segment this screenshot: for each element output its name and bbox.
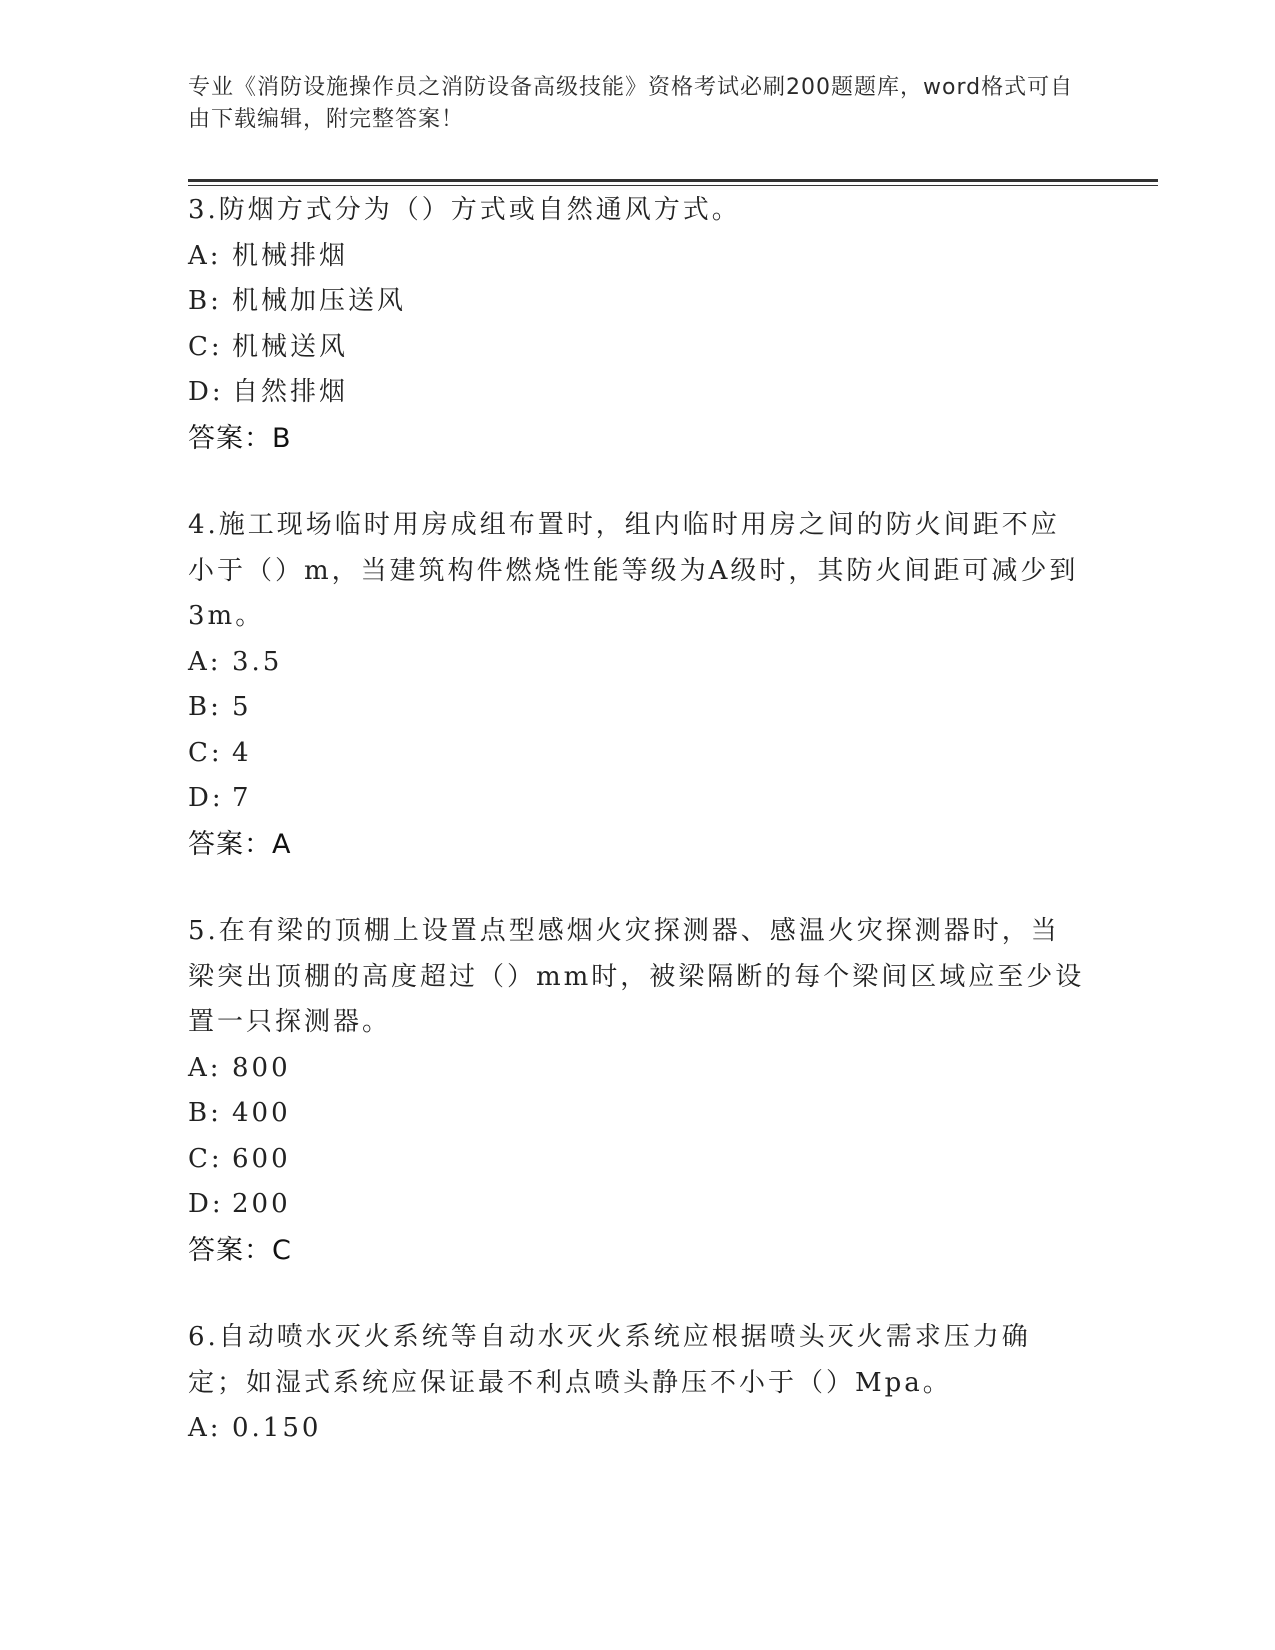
option-a bbox=[188, 1046, 1088, 1092]
question-stem: 5.在有梁的顶棚上设置点型感烟火灾探测器、感温火灾探测器时，当梁突出顶棚的高度超过（）mm时，被梁隔断的每个梁间区域应至少设置一只探测器。 bbox=[188, 916, 1085, 1037]
option-text: 自然排烟 bbox=[232, 377, 349, 407]
option-text: 800 bbox=[232, 1052, 291, 1083]
question-stem: 6.自动喷水灭火系统等自动水灭火系统应根据喷头灭火需求压力确定；如湿式系统应保证最不利点喷头静压不小于（）Mpa。 bbox=[188, 1322, 1031, 1398]
option-b bbox=[188, 685, 1088, 731]
option-key: C: bbox=[188, 331, 223, 362]
option-b bbox=[188, 1091, 1088, 1137]
question-stem: 4.施工现场临时用房成组布置时，组内临时用房之间的防火间距不应小于（）m，当建筑构件燃烧性能等级为A级时，其防火间距可减少到3m。 bbox=[188, 510, 1079, 631]
option-c bbox=[188, 731, 1088, 777]
question-3 bbox=[188, 188, 1088, 461]
option-text: 机械加压送风 bbox=[232, 286, 407, 316]
option-key: B: bbox=[188, 286, 222, 316]
header-divider-thin bbox=[188, 185, 1158, 186]
option-a bbox=[188, 640, 1088, 686]
option-text: 7 bbox=[232, 783, 252, 813]
option-a bbox=[188, 1406, 1088, 1452]
option-c bbox=[188, 325, 1088, 371]
answer-label: 答案：C bbox=[188, 1234, 292, 1266]
option-key: A: bbox=[188, 1413, 222, 1443]
answer-label: 答案：B bbox=[188, 422, 292, 454]
option-key: B: bbox=[188, 692, 222, 722]
option-a bbox=[188, 234, 1088, 280]
question-4 bbox=[188, 503, 1088, 867]
question-list bbox=[188, 188, 1088, 1494]
option-d bbox=[188, 776, 1088, 822]
option-key: C: bbox=[188, 737, 223, 768]
option-key: D: bbox=[188, 783, 224, 813]
option-b bbox=[188, 279, 1088, 325]
option-text: 5 bbox=[232, 692, 252, 722]
option-text: 3.5 bbox=[232, 646, 283, 677]
option-key: A: bbox=[188, 646, 222, 677]
header-divider-thick bbox=[188, 179, 1158, 182]
option-c bbox=[188, 1137, 1088, 1183]
option-text: 400 bbox=[232, 1098, 291, 1128]
option-text: 机械排烟 bbox=[232, 240, 349, 271]
option-key: C: bbox=[188, 1143, 223, 1174]
option-key: A: bbox=[188, 240, 222, 271]
option-text: 机械送风 bbox=[232, 331, 349, 362]
option-text: 200 bbox=[232, 1189, 291, 1219]
option-text: 4 bbox=[232, 737, 252, 768]
option-key: B: bbox=[188, 1098, 222, 1128]
question-6 bbox=[188, 1315, 1088, 1452]
option-d bbox=[188, 370, 1088, 416]
option-key: A: bbox=[188, 1052, 222, 1083]
option-key: D: bbox=[188, 377, 224, 407]
question-5 bbox=[188, 909, 1088, 1273]
document-header: 专业《消防设施操作员之消防设备高级技能》资格考试必刷200题题库，word格式可自由下载编辑，附完整答案！ bbox=[188, 75, 1074, 132]
question-stem: 3.防烟方式分为（）方式或自然通风方式。 bbox=[188, 195, 741, 225]
option-key: D: bbox=[188, 1189, 224, 1219]
answer-label: 答案：A bbox=[188, 828, 292, 860]
option-text: 0.150 bbox=[232, 1413, 322, 1443]
option-text: 600 bbox=[232, 1143, 291, 1174]
option-d bbox=[188, 1182, 1088, 1228]
